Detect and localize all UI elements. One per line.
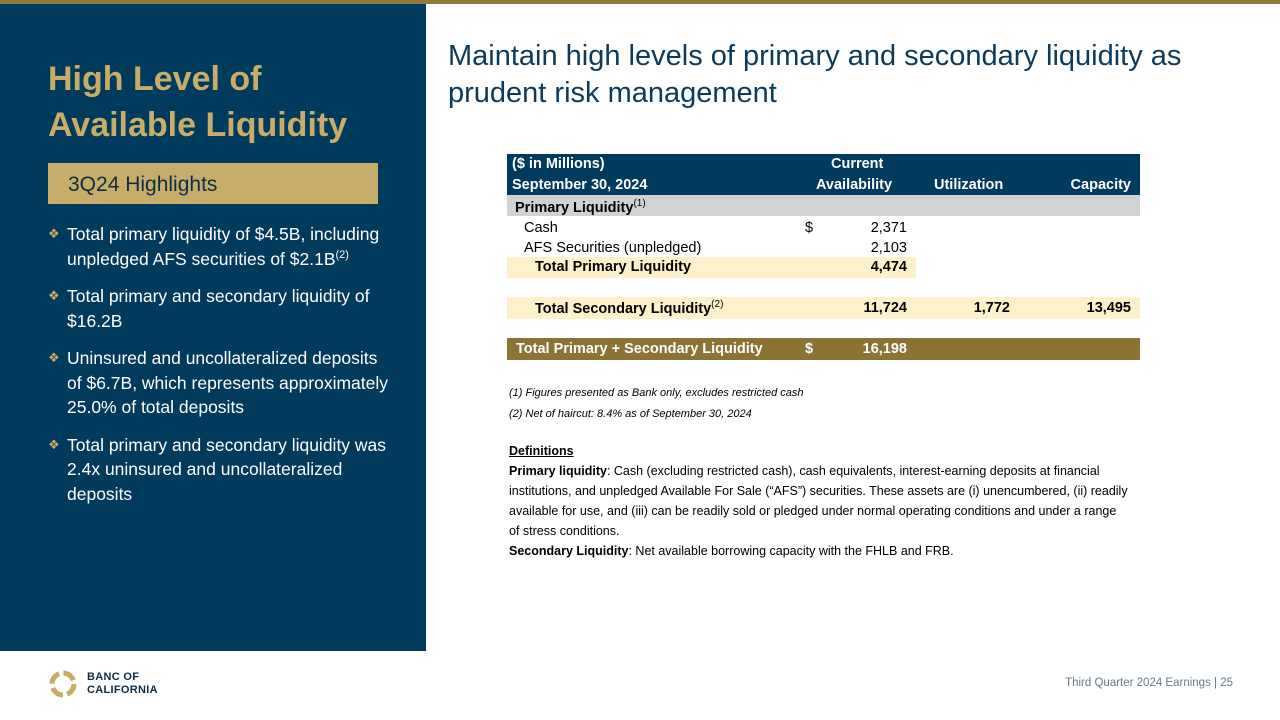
definition-secondary: [509, 541, 1129, 561]
secondary-availability: 11,724: [863, 300, 907, 316]
currency-sign: $: [805, 220, 814, 236]
diamond-bullet-icon: ❖: [48, 288, 60, 303]
bullet-text: Total primary and secondary liquidity of $16.2B: [67, 286, 370, 331]
list-item: [48, 284, 388, 333]
header-capacity: Capacity: [1070, 177, 1131, 193]
row-label: AFS Securities (unpledged): [524, 240, 702, 256]
list-item: [48, 346, 388, 420]
row-label: Total Secondary Liquidity$^{(2)}$: [535, 299, 724, 317]
header-availability: Availability: [816, 177, 893, 193]
secondary-utilization: 1,772: [973, 300, 1010, 316]
highlights-header: [48, 163, 378, 204]
definitions: [509, 441, 1129, 561]
footnote-ref: (2): [711, 299, 724, 310]
page-title-line1: High Level of: [48, 60, 262, 98]
section-label: Primary Liquidity$^{(1)}$: [515, 198, 646, 216]
secondary-capacity: 13,495: [1086, 300, 1131, 316]
header-current: Current: [831, 156, 884, 172]
definition-text: : Net available borrowing capacity with the FHLB and FRB.: [628, 544, 954, 558]
grand-total-value: 16,198: [862, 341, 907, 357]
definition-text: : Cash (excluding restricted cash), cash equivalents, interest-earning deposits at financial institutions, and unpledged Available For Sale (“AFS”) securities. These assets are (i) unencumbered, (ii) readily available for use, and (iii) can be readily sold or pledged under normal operating conditions and under a range of stress conditions.: [509, 464, 1128, 538]
logo-line2: CALIFORNIA: [87, 684, 158, 696]
bullet-text: Total primary and secondary liquidity was 2.4x uninsured and uncollateralized deposits: [67, 434, 387, 504]
logo-line1: BANC OF: [87, 671, 140, 683]
header-utilization: Utilization: [934, 177, 1004, 193]
diamond-bullet-icon: ❖: [48, 226, 60, 241]
highlights-list: [48, 222, 388, 519]
definition-term: Primary liquidity: [509, 464, 607, 478]
highlights-label: 3Q24 Highlights: [68, 173, 218, 196]
header-units: ($ in Millions): [512, 156, 605, 172]
main-heading: Maintain high levels of primary and secondary liquidity as prudent risk management: [448, 40, 1182, 109]
header-date: September 30, 2024: [512, 177, 648, 193]
page-title: [48, 56, 408, 148]
footnote-ref: (1): [633, 198, 646, 209]
currency-sign: $: [805, 341, 814, 357]
footnote-1: (1) Figures presented as Bank only, excludes restricted cash: [509, 387, 804, 399]
definition-term: Secondary Liquidity: [509, 544, 629, 558]
bullet-footnote-ref: (2): [335, 248, 349, 261]
diamond-bullet-icon: ❖: [48, 436, 60, 452]
table-row: [507, 238, 1140, 259]
total-primary-value: 4,474: [870, 259, 907, 275]
definitions-heading: Definitions: [509, 444, 574, 458]
banc-of-california-logo-icon: [47, 668, 79, 700]
afs-value: 2,103: [870, 240, 907, 256]
left-panel: [0, 4, 426, 651]
logo-wordmark: [87, 671, 158, 697]
table-row-grand-total: [507, 338, 1140, 360]
footnote-2: (2) Net of haircut: 8.4% as of September 30, 2024: [509, 408, 752, 420]
footer-caption: [1065, 677, 1233, 689]
row-label: Cash: [524, 220, 558, 236]
table-row-total-secondary: [507, 297, 1140, 319]
section-primary-liquidity: [507, 195, 1140, 216]
footer-report-name: Third Quarter 2024 Earnings |: [1065, 677, 1221, 689]
row-label: Total Primary + Secondary Liquidity: [516, 341, 763, 357]
list-item: [48, 433, 388, 507]
row-label: Total Primary Liquidity: [535, 259, 692, 275]
table-row-total-primary: [507, 257, 1140, 278]
list-item: [48, 222, 388, 271]
diamond-bullet-icon: ❖: [48, 350, 60, 365]
bullet-text: Uninsured and uncollateralized deposits of $6.7B, which represents approximately 25.0% of total deposits: [67, 348, 388, 417]
cash-value: 2,371: [870, 220, 907, 236]
page-title-line2: Available Liquidity: [48, 106, 348, 144]
bullet-text: Total primary liquidity of $4.5B, including unpledged AFS securities of $2.1B: [67, 224, 380, 269]
table-header: [507, 154, 1140, 195]
table-row: [507, 218, 1140, 239]
page-number: 25: [1220, 677, 1233, 689]
footnotes: [509, 383, 804, 425]
definition-primary: [509, 461, 1129, 541]
